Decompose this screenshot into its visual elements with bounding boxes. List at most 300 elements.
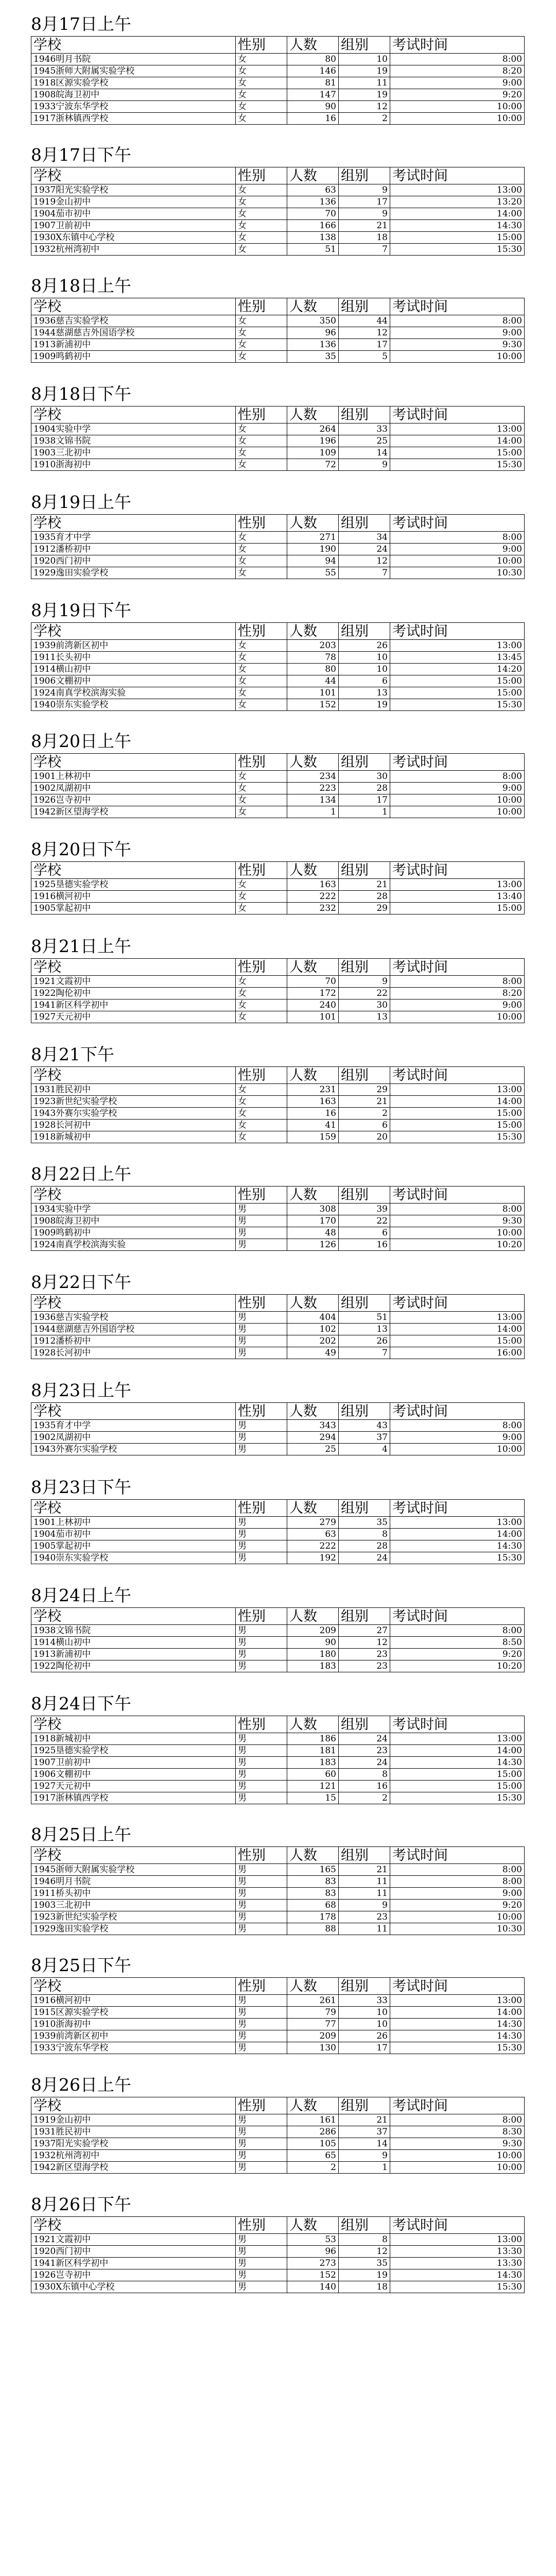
count-cell: 72 xyxy=(287,459,339,471)
count-cell: 203 xyxy=(287,640,339,652)
section-title: 8月21日上午 xyxy=(31,936,131,956)
table-header-row xyxy=(31,623,525,640)
table-row xyxy=(31,1215,525,1227)
school-cell: 1917浙林镇西学校 xyxy=(31,113,236,125)
table-row xyxy=(31,794,525,806)
time-cell: 14:30 xyxy=(390,220,525,232)
school-cell: 1942新区望海学校 xyxy=(31,2162,236,2174)
count-cell: 101 xyxy=(287,1011,339,1023)
column-header-time: 考试时间 xyxy=(390,1403,525,1420)
time-cell: 8:00 xyxy=(390,1625,525,1637)
groups-cell: 10 xyxy=(339,664,390,675)
count-cell: 231 xyxy=(287,1084,339,1096)
gender-cell: 男 xyxy=(236,1792,287,1804)
count-cell: 209 xyxy=(287,1625,339,1637)
school-cell: 1908皖海卫初中 xyxy=(31,1215,236,1227)
time-cell: 13:00 xyxy=(390,1733,525,1745)
groups-cell: 2 xyxy=(339,1108,390,1120)
table-row xyxy=(31,687,525,699)
gender-cell: 男 xyxy=(236,2234,287,2246)
table-row xyxy=(31,1911,525,1923)
table-row xyxy=(31,1312,525,1324)
schedule-table xyxy=(31,753,525,818)
groups-cell: 24 xyxy=(339,544,390,555)
table-row xyxy=(31,244,525,256)
column-header-time: 考试时间 xyxy=(390,37,525,54)
column-header-count: 人数 xyxy=(287,959,339,976)
gender-cell: 女 xyxy=(236,1131,287,1143)
column-header-school: 学校 xyxy=(31,1067,236,1084)
count-cell: 163 xyxy=(287,1096,339,1108)
gender-cell: 男 xyxy=(236,2007,287,2019)
count-cell: 222 xyxy=(287,891,339,903)
count-cell: 70 xyxy=(287,208,339,220)
count-cell: 294 xyxy=(287,1432,339,1444)
count-cell: 286 xyxy=(287,2126,339,2138)
school-cell: 1906文棚初中 xyxy=(31,1769,236,1781)
schedule-section xyxy=(31,1164,524,1251)
gender-cell: 男 xyxy=(236,1911,287,1923)
count-cell: 172 xyxy=(287,988,339,999)
gender-cell: 男 xyxy=(236,1864,287,1876)
time-cell: 8:00 xyxy=(390,315,525,327)
school-cell: 1928长河初中 xyxy=(31,1120,236,1131)
table-row xyxy=(31,65,525,77)
gender-cell: 女 xyxy=(236,244,287,256)
count-cell: 70 xyxy=(287,976,339,988)
school-cell: 1941新区科学初中 xyxy=(31,2258,236,2269)
table-row xyxy=(31,1745,525,1757)
column-header-count: 人数 xyxy=(287,167,339,184)
school-cell: 1902凤湖初中 xyxy=(31,783,236,794)
table-row xyxy=(31,2019,525,2030)
school-cell: 1943外赛尔实验学校 xyxy=(31,1108,236,1120)
column-header-count: 人数 xyxy=(287,1978,339,1995)
count-cell: 105 xyxy=(287,2138,339,2150)
count-cell: 60 xyxy=(287,1769,339,1781)
groups-cell: 17 xyxy=(339,196,390,208)
column-header-time: 考试时间 xyxy=(390,406,525,423)
count-cell: 183 xyxy=(287,1660,339,1672)
count-cell: 109 xyxy=(287,447,339,459)
school-cell: 1917浙林镇西学校 xyxy=(31,1792,236,1804)
count-cell: 48 xyxy=(287,1227,339,1239)
school-cell: 1905掌起初中 xyxy=(31,903,236,914)
school-cell: 1903三北初中 xyxy=(31,447,236,459)
time-cell: 14:00 xyxy=(390,1745,525,1757)
school-cell: 1932杭州湾初中 xyxy=(31,244,236,256)
time-cell: 9:00 xyxy=(390,327,525,339)
column-header-time: 考试时间 xyxy=(390,515,525,532)
time-cell: 10:30 xyxy=(390,1923,525,1935)
column-header-gender: 性别 xyxy=(236,1500,287,1517)
groups-cell: 11 xyxy=(339,1888,390,1900)
groups-cell: 7 xyxy=(339,244,390,256)
count-cell: 96 xyxy=(287,2246,339,2258)
column-header-time: 考试时间 xyxy=(390,1500,525,1517)
school-cell: 1909鸣鹤初中 xyxy=(31,351,236,363)
groups-cell: 33 xyxy=(339,423,390,435)
table-row xyxy=(31,1239,525,1251)
gender-cell: 女 xyxy=(236,675,287,687)
gender-cell: 男 xyxy=(236,1923,287,1935)
time-cell: 10:00 xyxy=(390,1911,525,1923)
table-row xyxy=(31,1637,525,1649)
school-cell: 1939前湾新区初中 xyxy=(31,2030,236,2042)
table-row xyxy=(31,2007,525,2019)
groups-cell: 19 xyxy=(339,89,390,101)
count-cell: 81 xyxy=(287,77,339,89)
count-cell: 161 xyxy=(287,2114,339,2126)
groups-cell: 6 xyxy=(339,1120,390,1131)
time-cell: 13:00 xyxy=(390,879,525,891)
table-row xyxy=(31,1517,525,1529)
table-row xyxy=(31,699,525,711)
column-header-groups: 组别 xyxy=(339,1847,390,1864)
gender-cell: 女 xyxy=(236,1120,287,1131)
school-cell: 1935育才中学 xyxy=(31,532,236,544)
table-row xyxy=(31,1108,525,1120)
table-row xyxy=(31,999,525,1011)
gender-cell: 男 xyxy=(236,2019,287,2030)
school-cell: 1902凤湖初中 xyxy=(31,1432,236,1444)
time-cell: 9:20 xyxy=(390,89,525,101)
schedule-table xyxy=(31,861,525,914)
school-cell: 1903三北初中 xyxy=(31,1900,236,1911)
gender-cell: 女 xyxy=(236,208,287,220)
schedule-section xyxy=(31,2075,524,2174)
table-header-row xyxy=(31,1716,525,1733)
table-row xyxy=(31,2234,525,2246)
schedule-table xyxy=(31,298,525,363)
gender-cell: 男 xyxy=(236,1637,287,1649)
table-row xyxy=(31,1335,525,1347)
groups-cell: 21 xyxy=(339,2114,390,2126)
count-cell: 63 xyxy=(287,184,339,196)
table-row xyxy=(31,1864,525,1876)
school-cell: 1927天元初中 xyxy=(31,1781,236,1792)
table-row xyxy=(31,675,525,687)
school-cell: 1938文锦书院 xyxy=(31,435,236,447)
column-header-gender: 性别 xyxy=(236,1847,287,1864)
count-cell: 279 xyxy=(287,1517,339,1529)
groups-cell: 21 xyxy=(339,1096,390,1108)
groups-cell: 9 xyxy=(339,2150,390,2162)
groups-cell: 21 xyxy=(339,879,390,891)
time-cell: 13:00 xyxy=(390,184,525,196)
column-header-time: 考试时间 xyxy=(390,1067,525,1084)
gender-cell: 女 xyxy=(236,447,287,459)
table-header-row xyxy=(31,1978,525,1995)
count-cell: 83 xyxy=(287,1888,339,1900)
school-cell: 1912潘桥初中 xyxy=(31,1335,236,1347)
school-cell: 1944慈湖慈吉外国语学校 xyxy=(31,327,236,339)
section-title: 8月18日上午 xyxy=(31,276,131,296)
table-row xyxy=(31,1781,525,1792)
groups-cell: 13 xyxy=(339,687,390,699)
gender-cell: 女 xyxy=(236,699,287,711)
table-row xyxy=(31,1204,525,1215)
count-cell: 130 xyxy=(287,2042,339,2054)
groups-cell: 29 xyxy=(339,903,390,914)
gender-cell: 男 xyxy=(236,1227,287,1239)
count-cell: 152 xyxy=(287,2269,339,2281)
time-cell: 15:30 xyxy=(390,1552,525,1564)
table-row xyxy=(31,2258,525,2269)
table-header-row xyxy=(31,1067,525,1084)
gender-cell: 男 xyxy=(236,1649,287,1660)
count-cell: 121 xyxy=(287,1781,339,1792)
count-cell: 178 xyxy=(287,1911,339,1923)
school-cell: 1939前湾新区初中 xyxy=(31,640,236,652)
section-title: 8月17日上午 xyxy=(31,14,131,34)
gender-cell: 女 xyxy=(236,771,287,783)
time-cell: 13:00 xyxy=(390,1084,525,1096)
gender-cell: 女 xyxy=(236,687,287,699)
gender-cell: 男 xyxy=(236,1324,287,1335)
time-cell: 8:00 xyxy=(390,1420,525,1432)
schedule-section xyxy=(31,2195,524,2293)
table-header-row xyxy=(31,2097,525,2114)
time-cell: 15:30 xyxy=(390,244,525,256)
table-row xyxy=(31,1995,525,2007)
column-header-school: 学校 xyxy=(31,37,236,54)
school-cell: 1942新区望海学校 xyxy=(31,806,236,818)
time-cell: 15:00 xyxy=(390,687,525,699)
groups-cell: 9 xyxy=(339,1900,390,1911)
table-row xyxy=(31,327,525,339)
table-row xyxy=(31,652,525,664)
groups-cell: 24 xyxy=(339,1733,390,1745)
column-header-count: 人数 xyxy=(287,754,339,771)
gender-cell: 女 xyxy=(236,806,287,818)
table-row xyxy=(31,1540,525,1552)
column-header-gender: 性别 xyxy=(236,862,287,879)
time-cell: 8:30 xyxy=(390,2126,525,2138)
groups-cell: 2 xyxy=(339,1792,390,1804)
section-title: 8月22日上午 xyxy=(31,1164,131,1184)
column-header-groups: 组别 xyxy=(339,1608,390,1625)
school-cell: 1924南真学校滨海实验 xyxy=(31,687,236,699)
schedule-section xyxy=(31,145,524,256)
count-cell: 53 xyxy=(287,2234,339,2246)
time-cell: 16:00 xyxy=(390,1347,525,1359)
table-header-row xyxy=(31,1847,525,1864)
section-title: 8月18日下午 xyxy=(31,384,131,404)
column-header-school: 学校 xyxy=(31,2097,236,2114)
groups-cell: 17 xyxy=(339,339,390,351)
gender-cell: 男 xyxy=(236,1335,287,1347)
school-cell: 1910浙海初中 xyxy=(31,459,236,471)
school-cell: 1918区源实验学校 xyxy=(31,77,236,89)
time-cell: 8:00 xyxy=(390,771,525,783)
time-cell: 14:00 xyxy=(390,1529,525,1540)
school-cell: 1945浙师大附属实验学校 xyxy=(31,1864,236,1876)
gender-cell: 女 xyxy=(236,196,287,208)
school-cell: 1936慈吉实验学校 xyxy=(31,315,236,327)
groups-cell: 8 xyxy=(339,1529,390,1540)
groups-cell: 21 xyxy=(339,1864,390,1876)
count-cell: 159 xyxy=(287,1131,339,1143)
column-header-time: 考试时间 xyxy=(390,2217,525,2234)
time-cell: 15:30 xyxy=(390,459,525,471)
school-cell: 1938文锦书院 xyxy=(31,1625,236,1637)
count-cell: 55 xyxy=(287,567,339,579)
gender-cell: 女 xyxy=(236,555,287,567)
time-cell: 15:00 xyxy=(390,1335,525,1347)
table-row xyxy=(31,2269,525,2281)
school-cell: 1934实验中学 xyxy=(31,1204,236,1215)
table-row xyxy=(31,339,525,351)
schedule-table xyxy=(31,2216,525,2293)
groups-cell: 37 xyxy=(339,2126,390,2138)
groups-cell: 26 xyxy=(339,640,390,652)
count-cell: 146 xyxy=(287,65,339,77)
column-header-school: 学校 xyxy=(31,1500,236,1517)
count-cell: 232 xyxy=(287,903,339,914)
table-row xyxy=(31,2126,525,2138)
time-cell: 15:00 xyxy=(390,1120,525,1131)
column-header-school: 学校 xyxy=(31,298,236,315)
column-header-groups: 组别 xyxy=(339,2097,390,2114)
time-cell: 13:00 xyxy=(390,423,525,435)
table-row xyxy=(31,1876,525,1888)
school-cell: 1901上林初中 xyxy=(31,1517,236,1529)
gender-cell: 男 xyxy=(236,1781,287,1792)
school-cell: 1931胜民初中 xyxy=(31,2126,236,2138)
groups-cell: 19 xyxy=(339,2269,390,2281)
table-header-row xyxy=(31,754,525,771)
time-cell: 15:00 xyxy=(390,1108,525,1120)
gender-cell: 女 xyxy=(236,1011,287,1023)
schedule-section xyxy=(31,937,524,1023)
groups-cell: 28 xyxy=(339,891,390,903)
gender-cell: 男 xyxy=(236,2269,287,2281)
column-header-school: 学校 xyxy=(31,959,236,976)
gender-cell: 女 xyxy=(236,435,287,447)
table-header-row xyxy=(31,1500,525,1517)
count-cell: 68 xyxy=(287,1900,339,1911)
count-cell: 15 xyxy=(287,1792,339,1804)
time-cell: 14:30 xyxy=(390,2019,525,2030)
count-cell: 35 xyxy=(287,351,339,363)
time-cell: 15:00 xyxy=(390,675,525,687)
time-cell: 14:20 xyxy=(390,664,525,675)
groups-cell: 12 xyxy=(339,1637,390,1649)
groups-cell: 9 xyxy=(339,184,390,196)
table-row xyxy=(31,544,525,555)
groups-cell: 6 xyxy=(339,1227,390,1239)
column-header-school: 学校 xyxy=(31,2217,236,2234)
table-row xyxy=(31,1660,525,1672)
gender-cell: 男 xyxy=(236,2258,287,2269)
column-header-count: 人数 xyxy=(287,1403,339,1420)
school-cell: 1904实验中学 xyxy=(31,423,236,435)
groups-cell: 24 xyxy=(339,1757,390,1769)
table-row xyxy=(31,1420,525,1432)
column-header-time: 考试时间 xyxy=(390,2097,525,2114)
time-cell: 14:00 xyxy=(390,2007,525,2019)
time-cell: 14:30 xyxy=(390,1540,525,1552)
time-cell: 9:00 xyxy=(390,544,525,555)
gender-cell: 女 xyxy=(236,315,287,327)
table-header-row xyxy=(31,167,525,184)
count-cell: 16 xyxy=(287,113,339,125)
gender-cell: 女 xyxy=(236,783,287,794)
count-cell: 134 xyxy=(287,794,339,806)
groups-cell: 1 xyxy=(339,2162,390,2174)
column-header-gender: 性别 xyxy=(236,406,287,423)
school-cell: 1940崇东实验学校 xyxy=(31,699,236,711)
groups-cell: 14 xyxy=(339,447,390,459)
column-header-groups: 组别 xyxy=(339,959,390,976)
time-cell: 8:50 xyxy=(390,1637,525,1649)
school-cell: 1905掌起初中 xyxy=(31,1540,236,1552)
school-cell: 1933宁波东华学校 xyxy=(31,2042,236,2054)
time-cell: 10:00 xyxy=(390,794,525,806)
groups-cell: 23 xyxy=(339,1649,390,1660)
schedule-section xyxy=(31,493,524,579)
gender-cell: 女 xyxy=(236,664,287,675)
school-cell: 1929逸田实验学校 xyxy=(31,1923,236,1935)
column-header-time: 考试时间 xyxy=(390,1716,525,1733)
school-cell: 1921文霞初中 xyxy=(31,2234,236,2246)
groups-cell: 35 xyxy=(339,2258,390,2269)
section-title: 8月24日上午 xyxy=(31,1585,131,1605)
time-cell: 9:20 xyxy=(390,1649,525,1660)
count-cell: 343 xyxy=(287,1420,339,1432)
column-header-school: 学校 xyxy=(31,862,236,879)
count-cell: 261 xyxy=(287,1995,339,2007)
column-header-gender: 性别 xyxy=(236,1187,287,1204)
groups-cell: 30 xyxy=(339,771,390,783)
column-header-gender: 性别 xyxy=(236,2217,287,2234)
section-title: 8月23日下午 xyxy=(31,1477,131,1497)
gender-cell: 女 xyxy=(236,339,287,351)
time-cell: 10:30 xyxy=(390,567,525,579)
count-cell: 186 xyxy=(287,1733,339,1745)
count-cell: 240 xyxy=(287,999,339,1011)
time-cell: 13:00 xyxy=(390,2234,525,2246)
school-cell: 1931胜民初中 xyxy=(31,1084,236,1096)
time-cell: 15:00 xyxy=(390,903,525,914)
groups-cell: 37 xyxy=(339,1432,390,1444)
gender-cell: 男 xyxy=(236,1540,287,1552)
gender-cell: 女 xyxy=(236,423,287,435)
column-header-time: 考试时间 xyxy=(390,1608,525,1625)
count-cell: 192 xyxy=(287,1552,339,1564)
time-cell: 8:00 xyxy=(390,1864,525,1876)
time-cell: 14:00 xyxy=(390,208,525,220)
time-cell: 13:45 xyxy=(390,652,525,664)
time-cell: 13:00 xyxy=(390,640,525,652)
time-cell: 14:00 xyxy=(390,1324,525,1335)
table-row xyxy=(31,1888,525,1900)
table-row xyxy=(31,555,525,567)
school-cell: 1946明月书院 xyxy=(31,54,236,65)
table-row xyxy=(31,196,525,208)
column-header-groups: 组别 xyxy=(339,1716,390,1733)
column-header-groups: 组别 xyxy=(339,1295,390,1312)
schedule-section xyxy=(31,601,524,711)
section-title: 8月19日上午 xyxy=(31,492,131,512)
school-cell: 1925垦德实验学校 xyxy=(31,1745,236,1757)
groups-cell: 28 xyxy=(339,783,390,794)
groups-cell: 44 xyxy=(339,315,390,327)
time-cell: 8:00 xyxy=(390,532,525,544)
gender-cell: 女 xyxy=(236,54,287,65)
table-row xyxy=(31,220,525,232)
